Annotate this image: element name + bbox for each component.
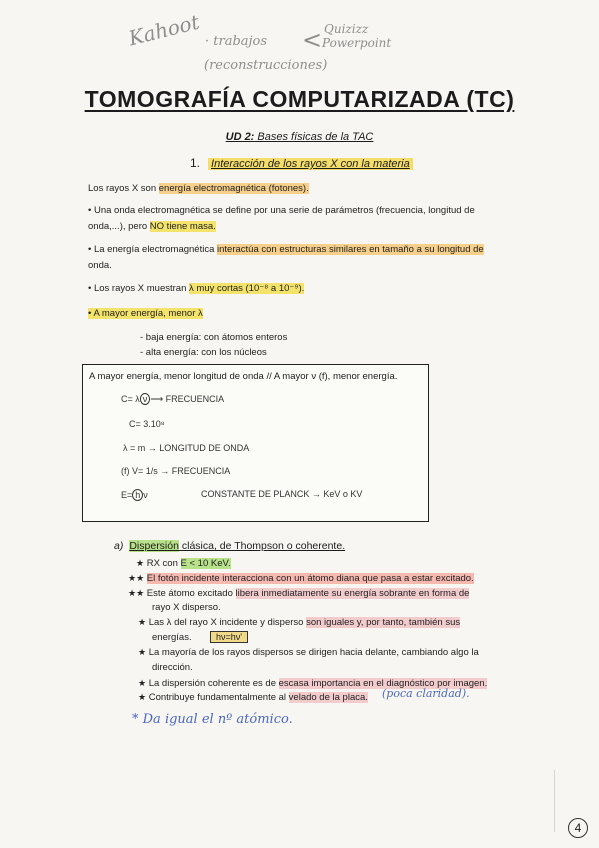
formula-planck-constant: CONSTANTE DE PLANCK → KeV o KV — [201, 489, 363, 499]
section-a-head-rest: clásica, de Thompson o coherente. — [178, 540, 346, 552]
list-item — [136, 556, 231, 571]
unit-label: UD 2: — [225, 131, 255, 143]
section-a-heading — [114, 540, 345, 552]
list-item-continuation: energías. — [152, 632, 192, 643]
formula-energy — [121, 489, 148, 501]
highlight: libera inmediatamente su energía sobrante en forma de — [235, 588, 470, 599]
paragraph-1 — [88, 181, 309, 196]
handwritten-kahoot: Kahoot — [126, 9, 202, 51]
sub-item-high-energy: - alta energía: con los núcleos — [140, 347, 267, 358]
highlight: NO tiene masa. — [149, 221, 216, 232]
star-icon: ★★ — [128, 588, 145, 598]
highlight: E < 10 KeV. — [180, 558, 231, 569]
page-title: TOMOGRAFÍA COMPUTARIZADA (TC) — [84, 86, 515, 112]
highlight: λ muy cortas (10⁻⁸ a 10⁻⁹). — [189, 283, 305, 294]
page-number: 4 — [568, 818, 588, 838]
formula-wavelength: λ = m → LONGITUD DE ONDA — [123, 443, 250, 453]
hv-formula: hν=hν' — [210, 631, 248, 643]
handwritten-blue-note-1: (poca claridad). — [382, 687, 470, 700]
paragraph-2-line-2 — [88, 219, 216, 234]
section-1-heading — [190, 156, 413, 170]
text: ⟶ FRECUENCIA — [150, 394, 225, 404]
formula-frequency — [121, 393, 224, 405]
highlight: interactúa con estructuras similares en tamaño a su longitud de — [217, 244, 484, 255]
list-item — [138, 645, 479, 660]
box-heading: A mayor energía, menor longitud de onda // A mayor ν (f), menor energía. — [89, 371, 398, 382]
handwritten-brace: < — [302, 26, 323, 54]
section-a-head-highlight: Dispersión — [129, 540, 179, 552]
formula-frequency-unit: (f) V= 1/s → FRECUENCIA — [121, 466, 231, 476]
list-item — [128, 586, 469, 601]
text: • La energía electromagnética — [88, 244, 218, 255]
paragraph-4 — [88, 281, 304, 296]
nu-circle: ν — [140, 393, 151, 405]
star-icon: ★ — [138, 617, 147, 627]
h-circle: h — [132, 489, 143, 501]
formula-speed-of-light: C= 3.10⁸ — [129, 419, 165, 429]
highlight: El fotón incidente interacciona con un átomo diana que pasa a estar excitado. — [146, 573, 474, 584]
text: Las λ del rayo X incidente y disperso — [148, 617, 307, 628]
handwritten-trabajos: · trabajos — [205, 34, 268, 49]
list-item-continuation: dirección. — [152, 662, 193, 673]
text: Contribuye fundamentalmente al — [148, 692, 289, 703]
section-a-label: a) — [114, 540, 124, 552]
handwritten-quizzes: Quizizz — [324, 22, 369, 36]
star-icon: ★ — [138, 692, 147, 702]
unit-subtitle — [0, 131, 599, 143]
text: La dispersión coherente es de — [148, 678, 279, 689]
unit-title: Bases físicas de la TAC — [254, 131, 374, 143]
star-icon: ★★ — [128, 573, 145, 583]
page-crease — [554, 770, 569, 832]
highlight: velado de la placa. — [288, 692, 368, 703]
text: La mayoría de los rayos dispersos se dirigen hacia delante, cambiando algo la — [148, 647, 479, 658]
paragraph-2-line-1: • Una onda electromagnética se define por una serie de parámetros (frecuencia, longitud de — [88, 205, 475, 216]
highlight: son iguales y, por tanto, también sus — [306, 617, 461, 628]
text: E= — [121, 490, 133, 500]
text: RX con — [146, 558, 181, 569]
handwritten-powerpoint: Powerpoint — [322, 36, 392, 50]
list-item — [138, 615, 460, 630]
handwritten-reconstrucciones: (reconstrucciones) — [204, 58, 328, 73]
star-icon: ★ — [138, 647, 147, 657]
highlight: energía electromagnética (fotones). — [158, 183, 309, 194]
sub-item-low-energy: - baja energía: con átomos enteros — [140, 332, 288, 343]
star-icon: ★ — [138, 678, 147, 688]
highlight: escasa importancia en el diagnóstico por imagen. — [278, 678, 488, 689]
handwritten-blue-note-2: * Da igual el nº atómico. — [132, 712, 293, 727]
section-number: 1. — [190, 156, 201, 170]
text: Los rayos X son — [88, 183, 159, 194]
text: onda,...), pero — [88, 221, 150, 232]
highlight: • A mayor energía, menor λ — [88, 308, 203, 319]
list-item — [138, 690, 368, 705]
paragraph-5 — [88, 306, 203, 321]
paragraph-3-line-1 — [88, 242, 484, 257]
section-title: Interacción de los rayos X con la materia — [208, 158, 413, 170]
text: Este átomo excitado — [146, 588, 236, 599]
text: • Los rayos X muestran — [88, 283, 190, 294]
star-icon: ★ — [136, 558, 145, 568]
list-item — [128, 571, 474, 586]
text: C= λ — [121, 394, 140, 404]
list-item-continuation: rayo X disperso. — [152, 602, 221, 613]
paragraph-3-line-2: onda. — [88, 260, 112, 271]
formula-box — [82, 364, 429, 522]
hv-formula-box — [210, 627, 248, 645]
text: ν — [143, 490, 148, 500]
